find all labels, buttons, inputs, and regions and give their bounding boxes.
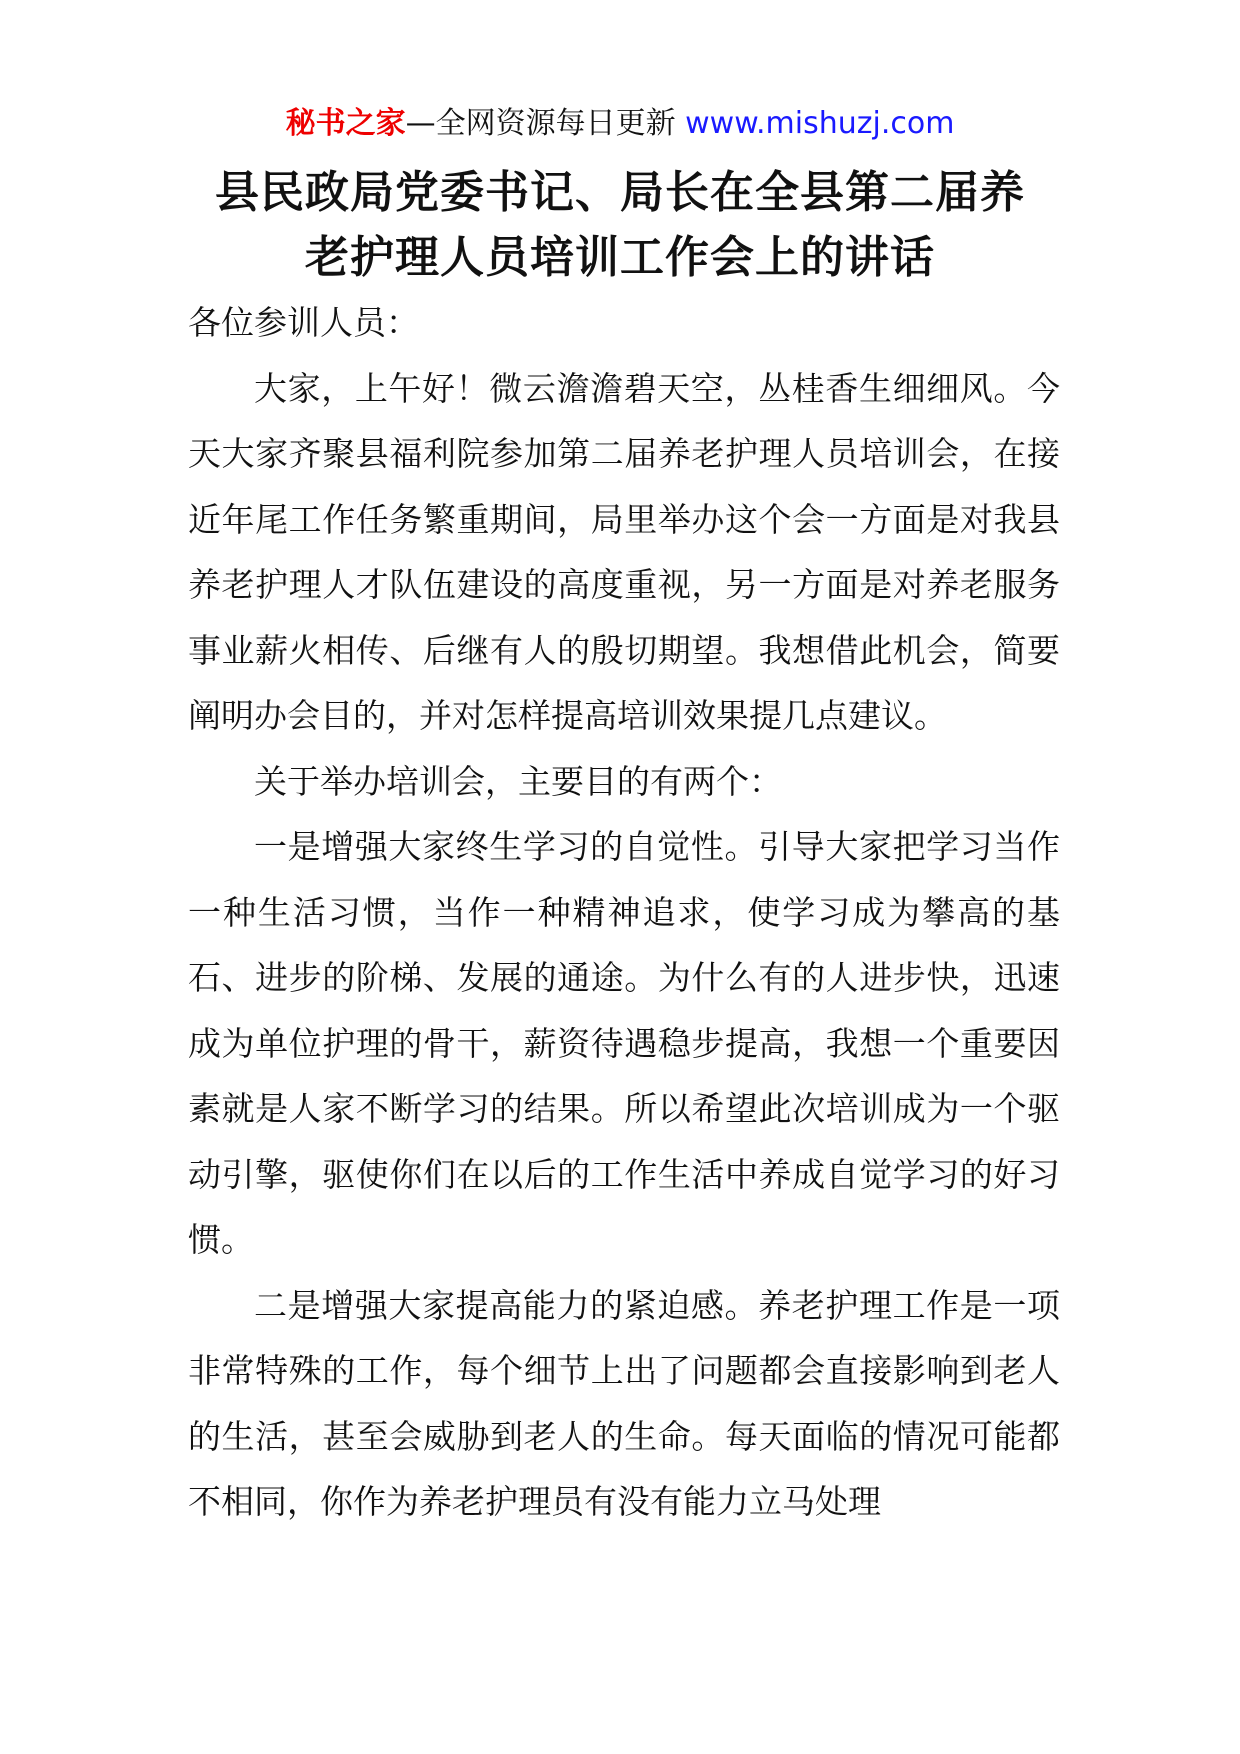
- document-title: [150, 160, 1090, 290]
- salutation: 各位参训人员：: [188, 303, 419, 342]
- title-line-2: 老护理人员培训工作会上的讲话: [305, 232, 935, 283]
- paragraph: 关于举办培训会，主要目的有两个：: [254, 761, 782, 801]
- paragraph: 一是增强大家终生学习的自觉性。引导大家把学习当作一种生活习惯，当作一种精神追求，使学习成为攀高的基石、进步的阶梯、发展的通途。为什么有的人进步快，迅速成为单位护理的骨干，薪资待遇稳步提高，我想一个重要因素就是人家不断学习的结果。所以希望此次培训成为一个驱动引擎，驱使你们在以后的工作生活中养成自觉学习的好习惯。: [188, 827, 1060, 1259]
- site-tagline: —全网资源每日更新: [405, 106, 686, 141]
- site-url-link[interactable]: www.mishuzj.com: [685, 106, 955, 141]
- document-body: [188, 290, 1060, 1535]
- paragraph: 二是增强大家提高能力的紧迫感。养老护理工作是一项非常特殊的工作，每个细节上出了问题都会直接影响到老人的生活，甚至会威胁到老人的生命。每天面临的情况可能都不相同，你作为养老护理员有没有能力立马处理: [188, 1285, 1060, 1521]
- site-brand: 秘书之家: [285, 106, 406, 141]
- paragraph: 大家，上午好！微云澹澹碧天空，丛桂香生细细风。今天大家齐聚县福利院参加第二届养老护理人员培训会，在接近年尾工作任务繁重期间，局里举办这个会一方面是对我县养老护理人才队伍建设的高度重视，另一方面是对养老服务事业薪火相传、后继有人的殷切期望。我想借此机会，简要阐明办会目的，并对怎样提高培训效果提几点建议。: [188, 368, 1060, 735]
- site-header: [0, 104, 1240, 144]
- title-line-1: 县民政局党委书记、局长在全县第二届养: [215, 167, 1025, 218]
